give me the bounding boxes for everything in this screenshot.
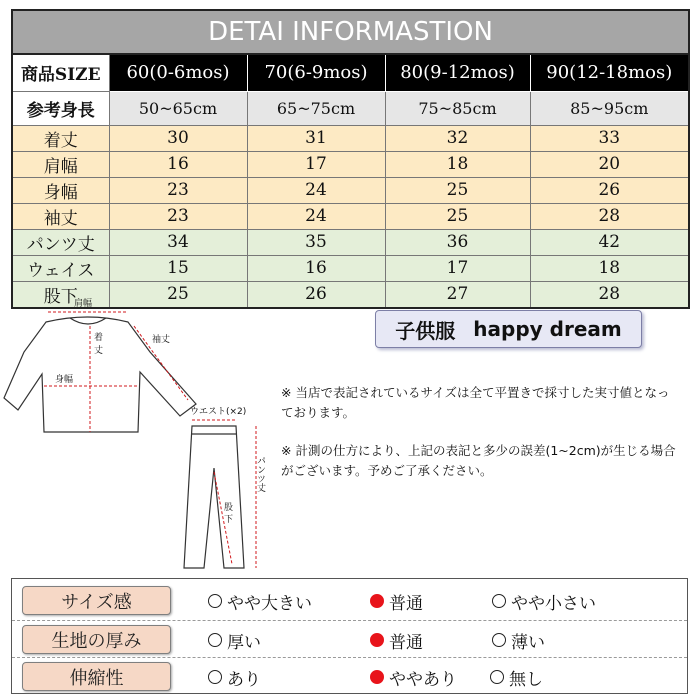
rating-option: やや大きい: [208, 590, 312, 612]
size-header: 70(6-9mos): [247, 54, 385, 91]
radio-icon: [208, 633, 222, 647]
row-label: パンツ丈: [12, 229, 109, 255]
radio-selected-icon: [370, 594, 384, 608]
rating-label: 伸縮性: [22, 662, 171, 691]
cell-value: 36: [385, 229, 530, 255]
inseam-label: 下: [224, 515, 234, 525]
table-title: DETAI INFORMASTION: [12, 10, 689, 54]
row-label: 袖丈: [12, 203, 109, 229]
reference-height-label: 参考身長: [12, 91, 109, 125]
tolerance-note: ※ 計測の仕方により、上記の表記と多少の誤差(1~2cm)が生じる場合がございます。予めご了承ください。: [281, 443, 676, 478]
inseam-label: 股: [224, 503, 234, 513]
rating-label: サイズ感: [22, 586, 171, 615]
size-header: 80(9-12mos): [385, 54, 530, 91]
table-row: [12, 203, 689, 229]
body-width-label: 身幅: [55, 375, 74, 385]
radio-icon: [208, 670, 222, 684]
cell-value: 23: [109, 203, 247, 229]
rating-option: 普通: [370, 590, 423, 612]
row-label: 身幅: [12, 177, 109, 203]
radio-icon: [208, 594, 222, 608]
cell-value: 24: [247, 177, 385, 203]
row-label: ウェイス: [12, 255, 109, 281]
pants-diagram: [184, 426, 244, 568]
brand-jp: 子供服: [395, 318, 456, 343]
pants-length-label: パンツ丈: [255, 456, 265, 492]
cell-value: 33: [530, 125, 689, 151]
sleeve-label: 袖丈: [152, 335, 171, 345]
cell-value: 18: [530, 255, 689, 281]
cell-value: 26: [247, 281, 385, 308]
cell-value: 35: [247, 229, 385, 255]
cell-value: 28: [530, 281, 689, 308]
length-label: 着: [94, 333, 104, 343]
rating-panel: [11, 578, 688, 694]
measurement-note: ※ 当店で表記されているサイズは全て平置きで採寸した実寸値となっております。: [281, 385, 670, 420]
cell-value: 32: [385, 125, 530, 151]
cell-value: 20: [530, 151, 689, 177]
cell-value: 16: [109, 151, 247, 177]
cell-value: 31: [247, 125, 385, 151]
size-header: 90(12-18mos): [530, 54, 689, 91]
rating-row-thickness: [12, 620, 687, 658]
cell-value: 30: [109, 125, 247, 151]
rating-option: 厚い: [208, 629, 261, 651]
table-row: [12, 125, 689, 151]
radio-selected-icon: [370, 633, 384, 647]
cell-value: 26: [530, 177, 689, 203]
row-label: 股下: [12, 281, 109, 308]
brand-box: [375, 310, 642, 348]
reference-height-value: 75~85cm: [385, 91, 530, 125]
cell-value: 18: [385, 151, 530, 177]
rating-label: 生地の厚み: [22, 625, 171, 654]
rating-option: やや小さい: [492, 590, 596, 612]
table-row: [12, 229, 689, 255]
size-table: [11, 9, 690, 309]
waist-label: ウエスト(×2): [190, 407, 247, 417]
rating-option: 普通: [370, 629, 423, 651]
cell-value: 42: [530, 229, 689, 255]
reference-height-value: 85~95cm: [530, 91, 689, 125]
radio-selected-icon: [370, 670, 384, 684]
cell-value: 28: [530, 203, 689, 229]
table-row: [12, 255, 689, 281]
rating-option: ややあり: [370, 666, 457, 688]
shoulder-label: 肩幅: [74, 299, 93, 309]
cell-value: 17: [247, 151, 385, 177]
table-row: [12, 151, 689, 177]
cell-value: 24: [247, 203, 385, 229]
reference-height-value: 65~75cm: [247, 91, 385, 125]
row-label: 着丈: [12, 125, 109, 151]
radio-icon: [492, 594, 506, 608]
brand-en: happy dream: [473, 317, 622, 341]
cell-value: 17: [385, 255, 530, 281]
cell-value: 25: [385, 203, 530, 229]
table-row: [12, 177, 689, 203]
garment-measurement-diagram: [0, 296, 280, 576]
reference-height-value: 50~65cm: [109, 91, 247, 125]
cell-value: 23: [109, 177, 247, 203]
size-header-label: 商品SIZE: [12, 54, 109, 91]
length-label: 丈: [94, 346, 104, 356]
cell-value: 34: [109, 229, 247, 255]
cell-value: 27: [385, 281, 530, 308]
cell-value: 16: [247, 255, 385, 281]
size-header: 60(0-6mos): [109, 54, 247, 91]
rating-option: 薄い: [492, 629, 545, 651]
cell-value: 25: [385, 177, 530, 203]
row-label: 肩幅: [12, 151, 109, 177]
rating-row-stretch: [12, 657, 687, 695]
radio-icon: [490, 670, 504, 684]
rating-option: あり: [208, 666, 261, 688]
cell-value: 15: [109, 255, 247, 281]
rating-row-size-feel: [12, 582, 687, 620]
rating-option: 無し: [490, 666, 543, 688]
radio-icon: [492, 633, 506, 647]
cell-value: 25: [109, 281, 247, 308]
